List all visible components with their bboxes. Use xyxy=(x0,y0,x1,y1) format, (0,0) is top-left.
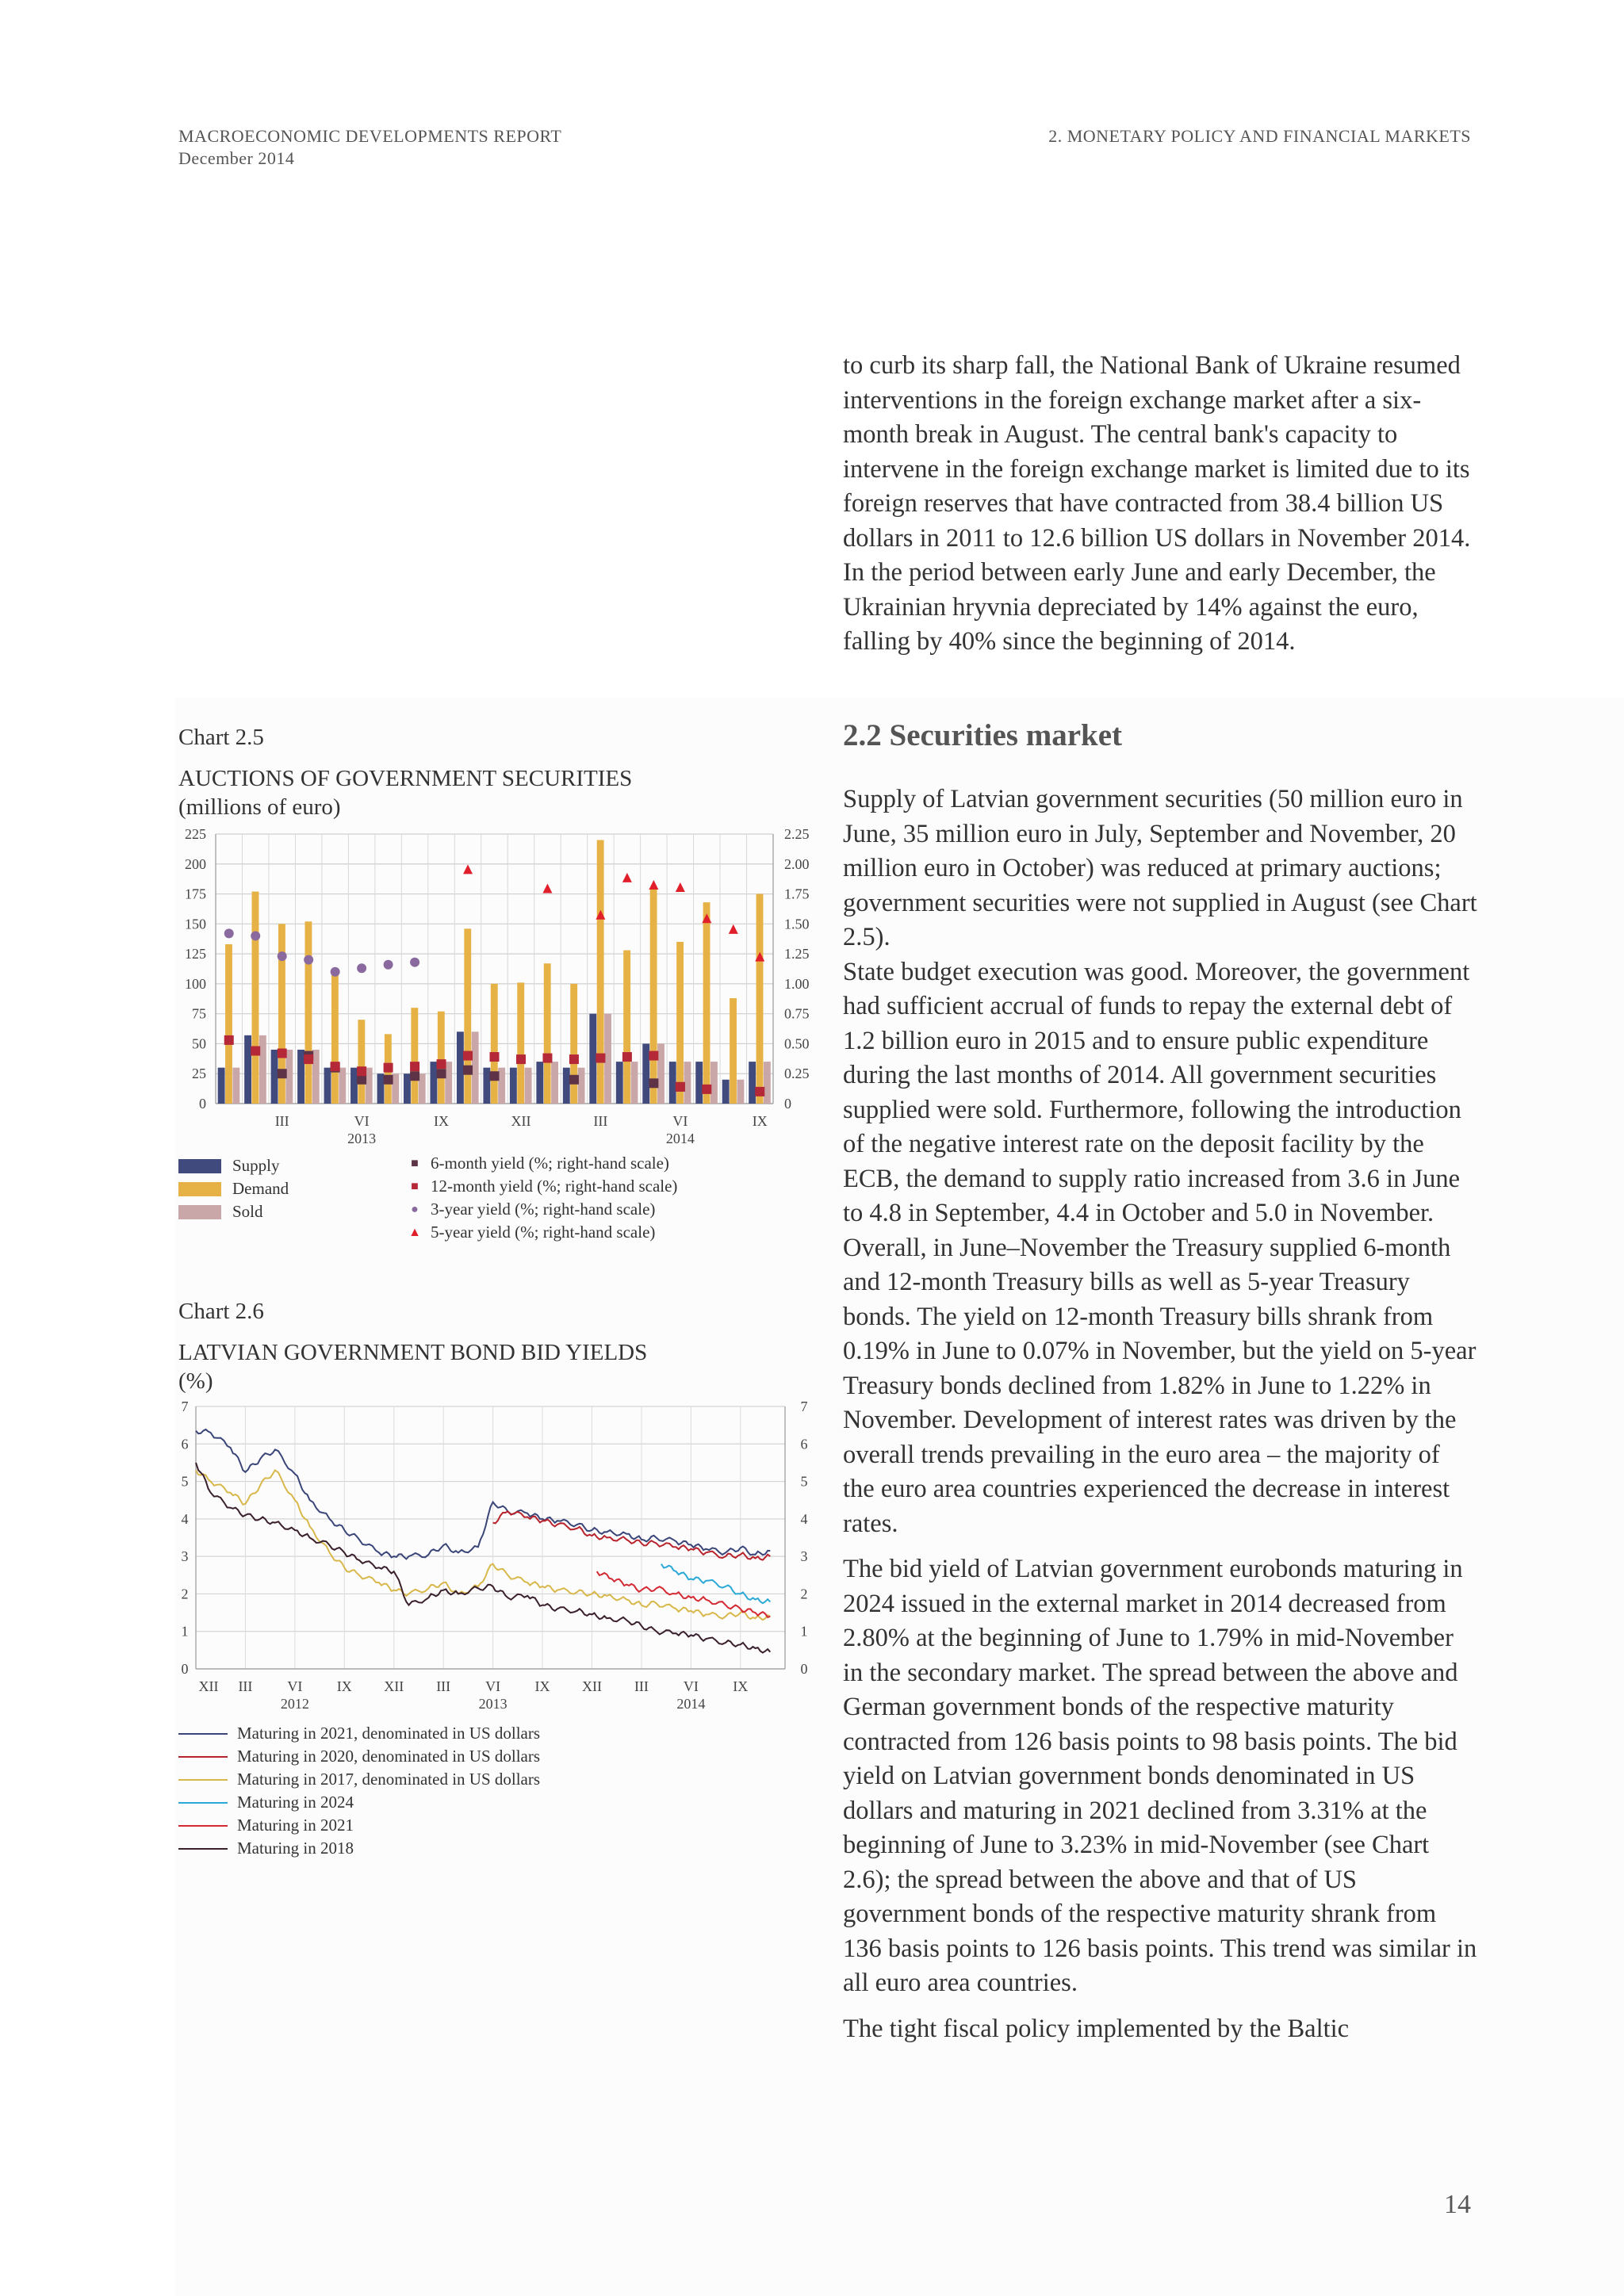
bar-sold xyxy=(472,1031,479,1104)
bar-demand xyxy=(304,921,312,1104)
marker-12-month-yield xyxy=(357,1066,366,1076)
bar-sold xyxy=(366,1068,373,1104)
bar-supply xyxy=(404,1073,411,1104)
bar-supply xyxy=(218,1068,225,1104)
marker-12-month-yield xyxy=(622,1052,632,1062)
legend-supply: Supply xyxy=(178,1154,289,1177)
y-tick-right: 2.25 xyxy=(784,826,810,842)
marker-12-month-yield xyxy=(649,1051,658,1061)
legend-5y: ▲ 5-year yield (%; right-hand scale) xyxy=(408,1221,677,1244)
year-label: 2012 xyxy=(280,1696,309,1712)
y-tick-left: 200 xyxy=(185,855,206,872)
y-tick-right: 0 xyxy=(784,1096,791,1112)
chart-2-5-legend-yields xyxy=(408,1152,677,1244)
y-tick-right: 1.75 xyxy=(784,886,810,902)
marker-3-year-yield xyxy=(331,967,340,977)
bar-supply xyxy=(616,1062,623,1104)
y-tick-right: 1 xyxy=(800,1623,808,1640)
y-tick-left: 1 xyxy=(181,1623,189,1640)
triangle-marker-icon: ▲ xyxy=(408,1226,421,1239)
marker-3-year-yield xyxy=(224,928,234,938)
marker-12-month-yield xyxy=(384,1063,393,1073)
chart-2-6-legend xyxy=(178,1722,540,1860)
x-tick-label: IX xyxy=(336,1678,352,1694)
chart-2-5-titles xyxy=(178,723,632,821)
legend-3y: ● 3-year yield (%; right-hand scale) xyxy=(408,1198,677,1221)
marker-6-month-yield xyxy=(357,1075,366,1085)
bar-demand xyxy=(517,982,524,1104)
bar-sold xyxy=(737,1080,744,1104)
x-tick-label: III xyxy=(634,1678,649,1694)
legend-2021-usd: Maturing in 2021, denominated in US dollars xyxy=(178,1722,540,1745)
bar-sold xyxy=(710,1062,718,1104)
paragraph-fiscal: The tight fiscal policy implemented by the Baltic xyxy=(843,2014,1350,2043)
bar-supply xyxy=(695,1062,703,1104)
chart-2-6-titles xyxy=(178,1297,647,1395)
marker-6-month-yield xyxy=(278,1069,287,1078)
line-swatch xyxy=(178,1825,228,1827)
marker-3-year-yield xyxy=(357,963,366,973)
legend-demand: Demand xyxy=(178,1177,289,1200)
bar-supply xyxy=(510,1068,517,1104)
marker-5-year-yield xyxy=(729,924,738,934)
paragraph-bid-yield: The bid yield of Latvian government eurobonds maturing in 2024 issued in the external market in 2014 decreased from 2.80% at the beginning of June to 1.79% in mid-November in the secondary market. The spread between the above and German government bonds of the respective maturity contracted from 126 basis points to 98 basis points. The bid yield on Latvian government bonds denominated in US dollars and maturing in 2021 declined from 3.31% at the beginning of June to 3.23% in mid-November (see Chart 2.6); the spread between the above and that of US government bonds of the respective maturity shrank from 136 basis points to 126 basis points. This trend was similar in all euro area countries. xyxy=(843,1555,1477,1997)
x-tick-label: VI xyxy=(485,1678,501,1694)
paragraph-ukraine: to curb its sharp fall, the National Bank of Ukraine resumed interventions in the foreign exchange market after a six-month break in August. The central bank's capacity to intervene in the foreign exchange market is limited due to its foreign reserves that have contracted from 38.4 billion US dollars in 2011 to 12.6 billion US dollars in November 2014. In the period between early June and early December, the Ukrainian hryvnia depreciated by 14% against the euro, falling by 40% since the beginning of 2014. xyxy=(843,351,1471,656)
y-tick-right: 0.50 xyxy=(784,1035,810,1052)
marker-3-year-yield xyxy=(384,960,393,970)
bar-demand xyxy=(252,892,259,1104)
bar-supply xyxy=(271,1050,278,1104)
marker-3-year-yield xyxy=(410,958,419,967)
y-tick-left: 75 xyxy=(192,1005,206,1022)
bar-supply xyxy=(457,1031,464,1104)
marker-3-year-yield xyxy=(278,951,287,961)
year-label: 2013 xyxy=(478,1696,508,1712)
x-tick-label: VI xyxy=(683,1678,699,1694)
bar-sold xyxy=(551,1062,558,1104)
marker-12-month-yield xyxy=(437,1059,446,1069)
bar-demand xyxy=(358,1020,365,1104)
bar-demand xyxy=(438,1012,445,1104)
bar-demand xyxy=(676,942,684,1104)
bar-supply xyxy=(430,1062,437,1104)
legend-sold: Sold xyxy=(178,1200,289,1223)
chart-2-6-title: LATVIAN GOVERNMENT BOND BID YIELDS xyxy=(178,1340,648,1365)
year-label: 2014 xyxy=(676,1696,706,1712)
chart-2-6-subtitle: (%) xyxy=(178,1368,213,1394)
legend-2018: Maturing in 2018 xyxy=(178,1837,540,1860)
bar-sold xyxy=(285,1050,293,1104)
marker-3-year-yield xyxy=(304,955,313,965)
x-tick-label: XII xyxy=(198,1678,219,1694)
marker-12-month-yield xyxy=(251,1047,260,1056)
line-swatch xyxy=(178,1848,228,1850)
bar-demand xyxy=(730,998,737,1104)
y-tick-left: 7 xyxy=(181,1399,189,1414)
report-date: December 2014 xyxy=(178,148,295,168)
y-tick-right: 1.00 xyxy=(784,975,810,992)
bar-demand xyxy=(331,972,339,1104)
legend-2021: Maturing in 2021 xyxy=(178,1814,540,1837)
marker-12-month-yield xyxy=(676,1082,685,1092)
y-tick-right: 3 xyxy=(800,1548,808,1565)
paragraph-supply: Supply of Latvian government securities (50 million euro in June, 35 million euro in July, September and November, 20 million euro in October) was reduced at primary auctions; government securities were not supplied in August (see Chart 2.5). xyxy=(843,785,1477,951)
chart-2-5-title: AUCTIONS OF GOVERNMENT SECURITIES xyxy=(178,766,633,791)
marker-12-month-yield xyxy=(516,1054,526,1064)
page-number: 14 xyxy=(1444,2190,1471,2219)
square-marker-icon: ■ xyxy=(411,1180,419,1193)
bar-sold xyxy=(578,1068,585,1104)
legend-2020-usd: Maturing in 2020, denominated in US dollars xyxy=(178,1745,540,1768)
x-tick-label: III xyxy=(238,1678,253,1694)
x-tick-label: VI xyxy=(287,1678,303,1694)
marker-5-year-yield xyxy=(463,864,473,874)
marker-12-month-yield xyxy=(224,1035,234,1045)
bar-demand xyxy=(464,928,471,1104)
marker-3-year-yield xyxy=(251,931,260,940)
bar-sold xyxy=(764,1062,771,1104)
bar-sold xyxy=(392,1073,399,1104)
bar-supply xyxy=(749,1062,756,1104)
legend-2017-usd: Maturing in 2017, denominated in US dollars xyxy=(178,1768,540,1791)
bar-supply xyxy=(563,1068,570,1104)
legend-2024: Maturing in 2024 xyxy=(178,1791,540,1814)
y-tick-left: 50 xyxy=(192,1035,206,1052)
chart-2-5-plot xyxy=(170,825,829,1158)
x-tick-label: XII xyxy=(384,1678,404,1694)
bar-sold xyxy=(684,1062,691,1104)
marker-5-year-yield xyxy=(649,880,658,890)
marker-12-month-yield xyxy=(410,1062,419,1071)
marker-12-month-yield xyxy=(490,1052,500,1062)
x-tick-label: III xyxy=(593,1113,608,1129)
marker-6-month-yield xyxy=(490,1071,500,1081)
chart-2-5-subtitle: (millions of euro) xyxy=(178,794,341,820)
bar-sold xyxy=(498,1068,505,1104)
x-tick-label: IX xyxy=(733,1678,749,1694)
y-tick-left: 3 xyxy=(181,1548,189,1565)
y-tick-right: 1.25 xyxy=(784,946,810,962)
marker-12-month-yield xyxy=(331,1062,340,1071)
bar-supply xyxy=(642,1043,649,1104)
x-tick-label: IX xyxy=(434,1113,450,1129)
x-tick-label: XII xyxy=(581,1678,602,1694)
x-tick-label: IX xyxy=(534,1678,550,1694)
chart-2-6-number: Chart 2.6 xyxy=(178,1299,264,1324)
marker-5-year-yield xyxy=(676,882,685,892)
x-tick-label: III xyxy=(436,1678,451,1694)
y-tick-left: 5 xyxy=(181,1473,189,1490)
marker-6-month-yield xyxy=(437,1069,446,1078)
bar-supply xyxy=(244,1035,251,1104)
y-tick-right: 0.75 xyxy=(784,1005,810,1022)
bar-demand xyxy=(597,840,604,1104)
legend-swatch-sold xyxy=(178,1205,221,1219)
bar-supply xyxy=(536,1062,543,1104)
marker-6-month-yield xyxy=(649,1078,658,1088)
y-tick-left: 0 xyxy=(181,1661,189,1677)
x-tick-label: III xyxy=(274,1113,289,1129)
bar-demand xyxy=(570,984,577,1104)
legend-12m: ■ 12-month yield (%; right-hand scale) xyxy=(408,1175,677,1198)
y-tick-right: 4 xyxy=(800,1510,808,1527)
text-column-main xyxy=(843,783,1477,2046)
series-line xyxy=(196,1463,770,1653)
x-tick-label: XII xyxy=(511,1113,531,1129)
bar-supply xyxy=(669,1062,676,1104)
y-tick-right: 0.25 xyxy=(784,1066,810,1082)
marker-6-month-yield xyxy=(569,1075,579,1085)
y-tick-left: 175 xyxy=(185,886,206,902)
square-marker-icon: ■ xyxy=(411,1157,419,1170)
line-swatch xyxy=(178,1802,228,1804)
year-label: 2013 xyxy=(347,1131,377,1146)
bar-sold xyxy=(525,1068,532,1104)
bar-supply xyxy=(377,1073,385,1104)
marker-12-month-yield xyxy=(596,1054,605,1063)
chart-2-5-legend-bars xyxy=(178,1154,289,1223)
marker-12-month-yield xyxy=(755,1087,764,1096)
y-tick-left: 6 xyxy=(181,1436,189,1452)
marker-12-month-yield xyxy=(569,1054,579,1064)
legend-6m: ■ 6-month yield (%; right-hand scale) xyxy=(408,1152,677,1175)
marker-6-month-yield xyxy=(384,1075,393,1085)
bar-sold xyxy=(259,1035,266,1104)
y-tick-left: 125 xyxy=(185,946,206,962)
section-heading: 2.2 Securities market xyxy=(843,718,1122,752)
y-tick-left: 100 xyxy=(185,975,206,992)
series-line xyxy=(661,1564,770,1604)
bar-sold xyxy=(339,1068,346,1104)
marker-12-month-yield xyxy=(278,1049,287,1058)
bar-demand xyxy=(650,888,657,1104)
line-swatch xyxy=(178,1756,228,1758)
bar-supply xyxy=(297,1050,304,1104)
marker-12-month-yield xyxy=(463,1051,473,1061)
chart-2-6-plot xyxy=(170,1397,829,1714)
bar-supply xyxy=(589,1014,596,1104)
y-tick-right: 0 xyxy=(800,1661,808,1677)
bar-sold xyxy=(657,1043,665,1104)
text-column-top xyxy=(843,349,1477,660)
bar-supply xyxy=(324,1068,331,1104)
bar-supply xyxy=(722,1080,730,1104)
y-tick-right: 1.50 xyxy=(784,916,810,932)
report-title: MACROECONOMIC DEVELOPMENTS REPORT xyxy=(178,126,562,146)
y-tick-right: 2.00 xyxy=(784,855,810,872)
y-tick-left: 150 xyxy=(185,916,206,932)
y-tick-left: 0 xyxy=(199,1096,206,1112)
legend-swatch-supply xyxy=(178,1159,221,1173)
marker-12-month-yield xyxy=(304,1054,313,1064)
marker-6-month-yield xyxy=(410,1071,419,1081)
marker-5-year-yield xyxy=(622,873,632,882)
bar-supply xyxy=(483,1068,490,1104)
y-tick-right: 2 xyxy=(800,1586,808,1602)
bar-demand xyxy=(544,963,551,1104)
bar-supply xyxy=(350,1068,358,1104)
bar-sold xyxy=(445,1062,452,1104)
bar-sold xyxy=(604,1014,611,1104)
line-swatch xyxy=(178,1779,228,1781)
x-tick-label: VI xyxy=(672,1113,688,1129)
legend-swatch-demand xyxy=(178,1182,221,1196)
bar-sold xyxy=(312,1050,320,1104)
chart-2-5-number: Chart 2.5 xyxy=(178,725,264,750)
bar-sold xyxy=(631,1062,638,1104)
x-tick-label: IX xyxy=(752,1113,768,1129)
year-label: 2014 xyxy=(665,1131,695,1146)
circle-marker-icon: ● xyxy=(411,1203,419,1216)
x-tick-label: VI xyxy=(354,1113,370,1129)
marker-5-year-yield xyxy=(542,884,552,894)
y-tick-right: 5 xyxy=(800,1473,808,1490)
bar-demand xyxy=(491,984,498,1104)
line-swatch xyxy=(178,1733,228,1735)
y-tick-left: 25 xyxy=(192,1066,206,1082)
y-tick-left: 225 xyxy=(185,826,206,842)
bar-demand xyxy=(225,944,232,1104)
marker-12-month-yield xyxy=(542,1054,552,1063)
bar-demand xyxy=(623,951,630,1104)
y-tick-left: 2 xyxy=(181,1586,189,1602)
y-tick-right: 7 xyxy=(800,1399,808,1414)
bar-demand xyxy=(703,902,710,1104)
running-header-left xyxy=(178,125,561,170)
bar-demand xyxy=(411,1008,418,1104)
y-tick-left: 4 xyxy=(181,1510,189,1527)
bar-sold xyxy=(419,1073,426,1104)
series-line xyxy=(196,1429,770,1559)
marker-6-month-yield xyxy=(463,1066,473,1075)
marker-12-month-yield xyxy=(702,1085,711,1094)
bar-sold xyxy=(232,1068,239,1104)
y-tick-right: 6 xyxy=(800,1436,808,1452)
running-header-right: 2. MONETARY POLICY AND FINANCIAL MARKETS xyxy=(1048,126,1471,146)
paragraph-budget: State budget execution was good. Moreover, the government had sufficient accrual of funds to repay the external debt of 1.2 billion euro in 2015 and to ensure public expenditure during the last months of 2014. All government securities supplied were sold. Furthermore, following the introduction of the negative interest rate on the deposit facility by the ECB, the demand to supply ratio increased from 3.6 in June to 4.8 in September, 4.4 in October and 5.0 in November. Overall, in June–November the Treasury supplied 6-month and 12-month Treasury bills as well as 5-year Treasury bonds. The yield on 12-month Treasury bills shrank from 0.19% in June to 0.07% in November, but the yield on 5-year Treasury bonds declined from 1.82% in June to 1.22% in November. Development of interest rates was driven by the overall trends prevailing in the euro area – the majority of the euro area countries experienced the decrease in interest rates. xyxy=(843,957,1477,1538)
bar-demand xyxy=(756,894,764,1104)
